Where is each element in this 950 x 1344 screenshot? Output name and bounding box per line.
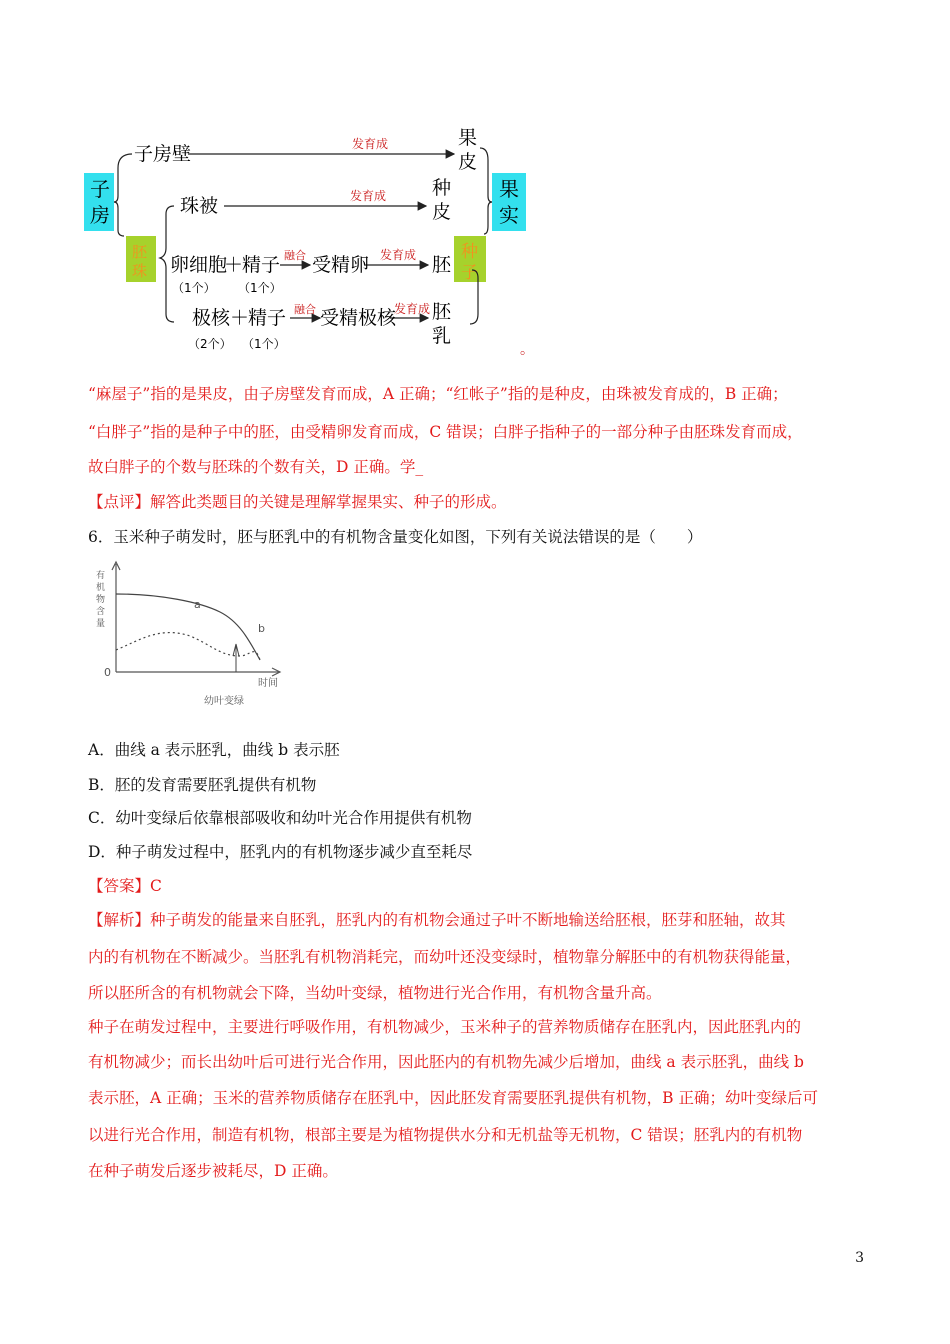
endosperm-label-2: 乳 xyxy=(432,325,452,347)
curve-a xyxy=(116,594,260,660)
analysis-line-1: 【解析】种子萌发的能量来自胚乳，胚乳内的有机物会通过子叶不断地输送给胚根，胚芽和胚轴，故其 xyxy=(88,911,786,929)
analysis-line-3: 所以胚所含的有机物就会下降，当幼叶变绿，植物进行光合作用，有机物含量升高。 xyxy=(88,984,662,1002)
develops-label-2: 发育成 xyxy=(350,189,387,203)
seed-coat-label-2: 皮 xyxy=(432,201,452,223)
seed-label-2: 子 xyxy=(461,263,478,283)
polar-nuclei-label: 极核 xyxy=(192,307,231,329)
fruit-label-2: 实 xyxy=(499,203,519,227)
option-d: D．种子萌发过程中，胚乳内的有机物逐步减少直至耗尽 xyxy=(88,843,473,861)
count-egg: （1个） xyxy=(172,281,216,295)
seed-label-1: 种 xyxy=(461,242,478,262)
sperm-label-2: 精子 xyxy=(248,307,287,329)
analysis-line-6: 表示胚，A 正确；玉米的营养物质储存在胚乳中，因此胚发育需要胚乳提供有机物，B 正确；幼叶变绿后可 xyxy=(88,1089,818,1107)
diagram-tail-mark: 。 xyxy=(520,342,534,358)
page-number: 3 xyxy=(855,1250,864,1266)
fusion-label-2: 融合 xyxy=(294,303,316,316)
analysis-line-8: 在种子萌发后逐步被耗尽，D 正确。 xyxy=(88,1162,338,1180)
seed-coat-label-1: 种 xyxy=(432,177,452,199)
sperm-label-1: 精子 xyxy=(242,254,281,276)
zygote-label: 受精卵 xyxy=(312,254,370,276)
explanation-line-1: “麻屋子”指的是果皮，由子房壁发育而成，A 正确；“红帐子”指的是种皮，由珠被发育成的，B 正确； xyxy=(88,385,788,403)
pericarp-label-1: 果 xyxy=(458,127,478,149)
embryo-label: 胚 xyxy=(432,254,452,276)
ylabel-3: 物 xyxy=(96,595,106,605)
pericarp-label-2: 皮 xyxy=(458,151,478,173)
plus-label-1: ＋ xyxy=(224,254,244,276)
analysis-line-2: 内的有机物在不断减少。当胚乳有机物消耗完，而幼叶还没变绿时，植物靠分解胚中的有机物获得能量， xyxy=(88,948,802,966)
ylabel-1: 有 xyxy=(96,571,106,581)
ovary-label-2: 房 xyxy=(90,203,110,227)
curve-b-label: b xyxy=(258,622,265,635)
fertilized-polar-label: 受精极核 xyxy=(320,307,397,329)
analysis-line-5: 有机物减少；而长出幼叶后可进行光合作用，因此胚内的有机物先减少后增加，曲线 a 表示胚乳，曲线 b xyxy=(88,1053,804,1071)
develops-label-4: 发育成 xyxy=(394,302,431,316)
option-a: A．曲线 a 表示胚乳，曲线 b 表示胚 xyxy=(88,741,340,759)
endosperm-label-1: 胚 xyxy=(432,301,452,323)
ovule-label-1: 胚 xyxy=(132,243,148,261)
fruit-formation-diagram xyxy=(84,118,544,368)
develops-label-3: 发育成 xyxy=(380,248,417,262)
fruit-label-1: 果 xyxy=(499,177,519,201)
option-b: B．胚的发育需要胚乳提供有机物 xyxy=(88,776,317,794)
ylabel-5: 量 xyxy=(96,619,106,629)
egg-cell-label: 卵细胞 xyxy=(170,254,228,276)
curve-a-label: a xyxy=(194,598,201,611)
comment-line: 【点评】解答此类题目的关键是理解掌握果实、种子的形成。 xyxy=(88,493,507,511)
explanation-line-2: “白胖子”指的是种子中的胚，由受精卵发育而成，C 错误；白胖子指种子的一部分种子由胚珠发育而成， xyxy=(88,423,803,441)
integument-label: 珠被 xyxy=(180,195,219,217)
count-sperm-2: （1个） xyxy=(242,337,286,351)
analysis-line-4: 种子在萌发过程中，主要进行呼吸作用，有机物减少，玉米种子的营养物质储存在胚乳内，因此胚乳内的 xyxy=(88,1018,802,1036)
ylabel-2: 机 xyxy=(96,583,106,593)
organic-matter-graph xyxy=(96,560,300,710)
count-sperm-1: （1个） xyxy=(238,281,282,295)
ovary-wall-label: 子房壁 xyxy=(134,143,192,165)
ovule-label-2: 珠 xyxy=(132,262,148,280)
marker-label: 幼叶变绿 xyxy=(204,696,244,707)
analysis-line-7: 以进行光合作用，制造有机物，根部主要是为植物提供水分和无机盐等无机物，C 错误；胚乳内的有机物 xyxy=(88,1126,803,1144)
explanation-line-3: 故白胖子的个数与胚珠的个数有关，D 正确。学_ xyxy=(88,458,424,476)
curve-b xyxy=(116,633,260,660)
origin-label: 0 xyxy=(104,666,111,679)
develops-label-1: 发育成 xyxy=(352,137,389,151)
ovary-label-1: 子 xyxy=(90,177,110,201)
answer-line: 【答案】C xyxy=(88,877,162,895)
plus-label-2: ＋ xyxy=(230,307,250,329)
ylabel-4: 含 xyxy=(96,607,106,617)
option-c: C．幼叶变绿后依靠根部吸收和幼叶光合作用提供有机物 xyxy=(88,809,472,827)
question-stem: 6．玉米种子萌发时，胚与胚乳中的有机物含量变化如图，下列有关说法错误的是（ ） xyxy=(88,528,703,546)
fusion-label-1: 融合 xyxy=(284,249,306,262)
xlabel: 时间 xyxy=(258,678,278,689)
count-polar: （2个） xyxy=(188,337,232,351)
